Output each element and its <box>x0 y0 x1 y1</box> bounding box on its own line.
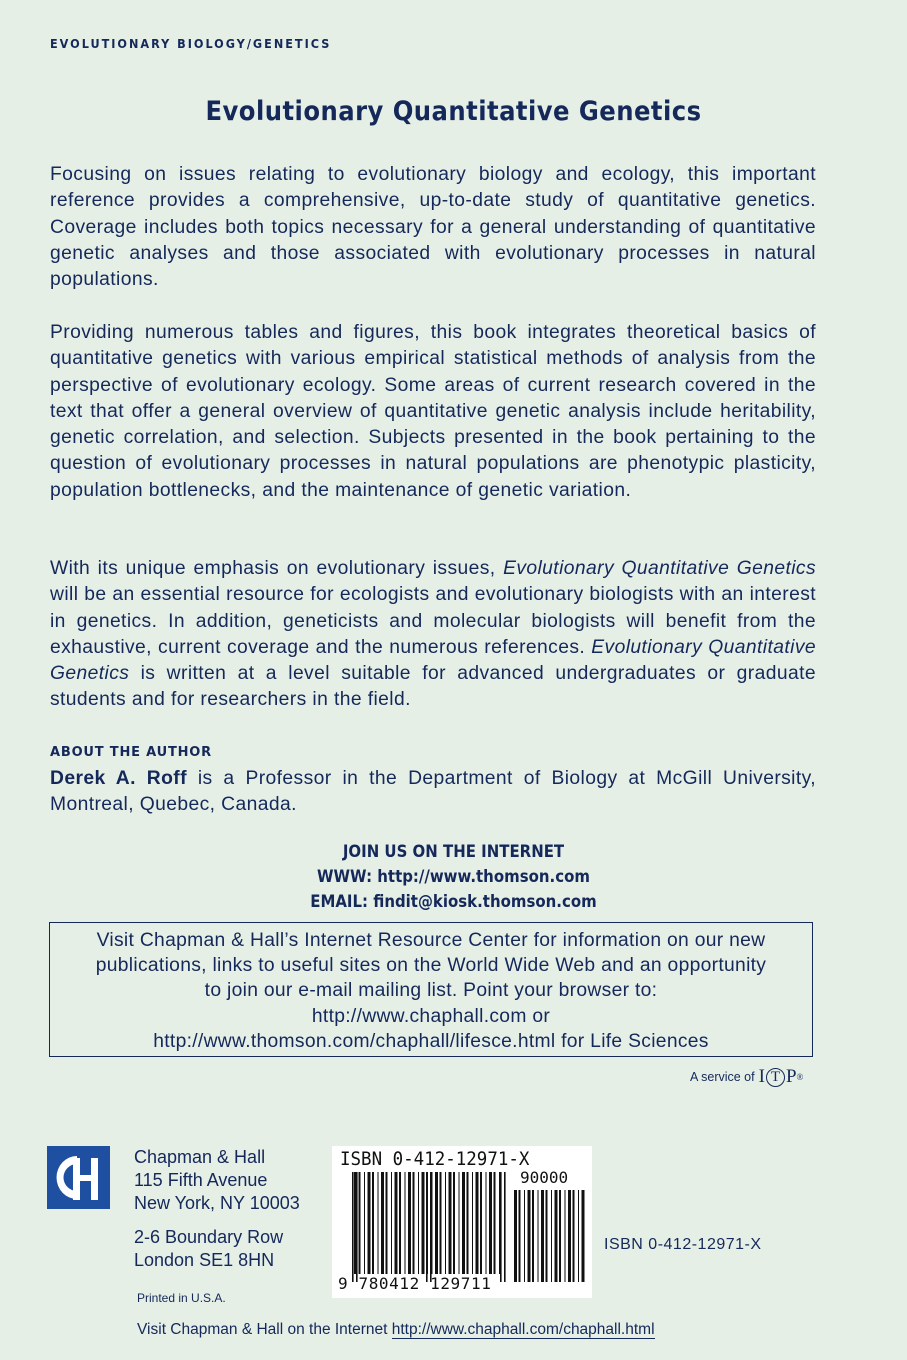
itp-logo-icon: I T P ® <box>758 1066 804 1087</box>
service-of-itp <box>690 1066 803 1088</box>
address-line-3: 2-6 Boundary Row <box>134 1227 284 1247</box>
barcode-human-readable: 9 780412 129711 <box>338 1274 492 1293</box>
about-author-heading: ABOUT THE AUTHOR <box>50 745 212 760</box>
internet-info <box>0 840 907 915</box>
series-label: EVOLUTIONARY BIOLOGY/GENETICS <box>50 36 332 51</box>
box-line-1: Visit Chapman & Hall’s Internet Resource Center for information on our new <box>96 930 766 951</box>
chapman-hall-logo-icon <box>47 1146 110 1209</box>
publisher-address-ny <box>134 1146 300 1215</box>
address-line-4: London SE1 8HN <box>134 1250 275 1270</box>
description-paragraph-1: Focusing on issues relating to evolutionary biology and ecology, this important reference provides a comprehensive, up-to-date study of quantitative genetics. Coverage includes both topics necessary for a general understanding of quantitative genetic analyses and those associated with evolutionary processes in natural populations. <box>50 164 816 291</box>
address-line-1: 115 Fifth Avenue <box>134 1170 268 1190</box>
resource-center-box <box>49 922 813 1057</box>
isbn-label: ISBN 0-412-12971-X <box>604 1236 762 1253</box>
box-line-3: to join our e-mail mailing list. Point your browser to: <box>204 980 658 1002</box>
internet-heading: JOIN US ON THE INTERNET <box>342 842 565 862</box>
author-name: Derek A. Roff <box>50 768 187 789</box>
visit-footer <box>137 1321 655 1339</box>
paragraph-3-text-a: With its unique emphasis on evolutionary issues, <box>50 558 496 579</box>
printed-in-label: Printed in U.S.A. <box>137 1291 226 1305</box>
service-text: A service of <box>690 1070 755 1084</box>
description-paragraph-3 <box>50 556 816 714</box>
box-url-2[interactable]: http://www.thomson.com/chaphall/lifesce.html for Life Sciences <box>153 1030 709 1052</box>
paragraph-3-book-title-1: Evolutionary Quantitative Genetics <box>503 558 816 579</box>
visit-url-link[interactable]: http://www.chaphall.com/chaphall.html <box>391 1321 655 1338</box>
about-author-text <box>50 766 816 819</box>
visit-text: Visit Chapman & Hall on the Internet <box>137 1321 388 1338</box>
paragraph-3-book-title-2: Evolutionary Quantitative Genetics <box>50 636 816 685</box>
barcode-addon-number: 90000 <box>520 1168 569 1187</box>
description-paragraph-2: Providing numerous tables and figures, this book integrates theoretical basics of quantitative genetics with various empirical statistical methods of analysis from the perspective of evolutionary ecology. Some areas of current research covered in the text that offer a general overview of quantitative genetic analysis include heritability, genetic correlation, and selection. Subjects presented in the book pertaining to the question of evolutionary processes in natural populations are phenotypic plasticity, population bottlenecks, and the maintenance of genetic variation. <box>50 322 816 501</box>
book-title: Evolutionary Quantitative Genetics <box>205 96 702 127</box>
publisher-name: Chapman & Hall <box>134 1147 266 1167</box>
box-line-2: publications, links to useful sites on the World Wide Web and an opportunity <box>95 955 767 977</box>
barcode <box>332 1146 592 1298</box>
paragraph-3-text-b: will be an essential resource for ecologists and evolutionary biologists with an interest in genetics. In addition, geneticists and molecular biologists will benefit from the exhaustive, current coverage and the numerous references. <box>50 584 816 658</box>
publisher-address-london <box>134 1226 283 1272</box>
barcode-isbn: ISBN 0-412-12971-X <box>340 1148 530 1170</box>
box-url-1[interactable]: http://www.chaphall.com or <box>311 1005 551 1027</box>
author-bio: is a Professor in the Department of Biology at McGill University, Montreal, Quebec, Canada. <box>50 768 816 816</box>
address-line-2: New York, NY 10003 <box>134 1193 300 1213</box>
www-link[interactable]: WWW: http://www.thomson.com <box>317 867 590 887</box>
email-link[interactable]: EMAIL: findit@kiosk.thomson.com <box>310 892 597 912</box>
paragraph-3-text-c: is written at a level suitable for advanced undergraduates or graduate students and for researchers in the field. <box>50 663 816 711</box>
